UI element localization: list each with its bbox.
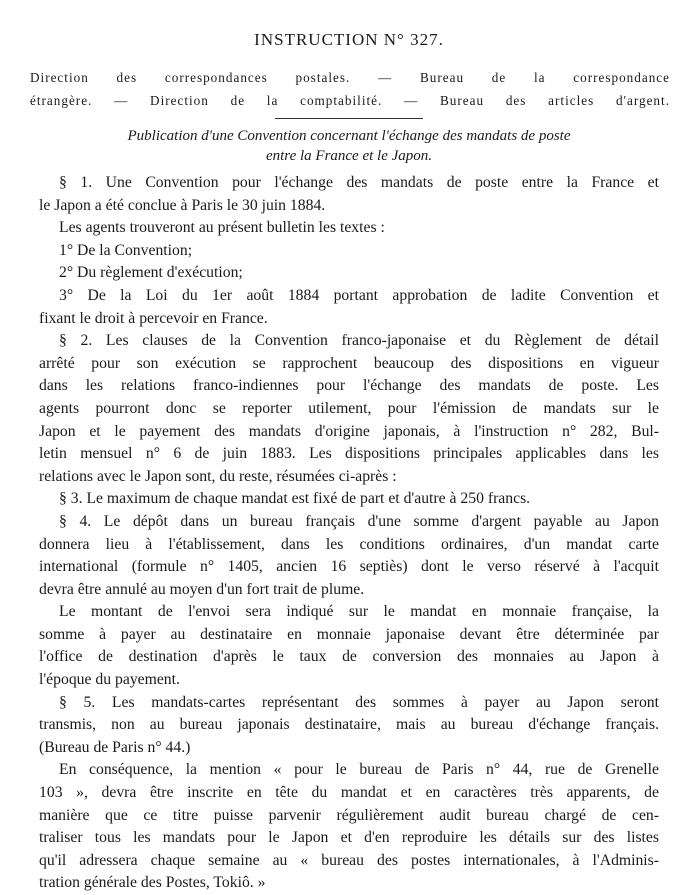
- text-line: § 4. Le dépôt dans un bureau français d'une somme d'argent payable au Japon: [59, 512, 659, 530]
- text-line: Japon et le payement des mandats d'origine japonais, à l'instruction n° 282, Bul-: [39, 422, 659, 440]
- text-line: (Bureau de Paris n° 44.): [39, 738, 191, 756]
- text-line: 3° De la Loi du 1er août 1884 portant approbation de ladite Convention et: [59, 286, 659, 304]
- header-line-2: étrangère. — Direction de la comptabilité. — Bureau des articles d'argent.: [30, 93, 670, 108]
- subtitle-line-1: Publication d'une Convention concernant l'échange des mandats de poste: [127, 128, 571, 144]
- text-line: l'époque du payement.: [39, 671, 180, 689]
- text-line: dans les relations franco-indiennes pour l'échange des mandats de poste. Les: [39, 377, 659, 395]
- text-line: devra être annulé au moyen d'un fort trait de plume.: [39, 580, 365, 598]
- body-text: [39, 172, 659, 895]
- separator-rule: [275, 118, 423, 119]
- text-line: qu'il adressera chaque semaine au « bureau des postes internationales, à l'Adminis-: [39, 851, 659, 869]
- instruction-title: INSTRUCTION N° 327.: [254, 30, 444, 49]
- text-line: letin mensuel n° 6 de juin 1883. Les dispositions principales applicables dans les: [39, 445, 659, 463]
- text-line: l'office de destination d'après le taux de conversion des monnaies au Japon à: [39, 648, 659, 666]
- text-line: le Japon a été conclue à Paris le 30 juin 1884.: [39, 196, 326, 214]
- text-line: agents pourront donc se reporter utilement, pour l'émission de mandats sur le: [39, 399, 659, 417]
- text-line: 2° Du règlement d'exécution;: [59, 264, 243, 282]
- text-line: relations avec le Japon sont, du reste, résumées ci-après :: [39, 467, 397, 485]
- text-line: § 2. Les clauses de la Convention franco-japonaise et du Règlement de détail: [59, 332, 659, 350]
- text-line: traliser tous les mandats pour le Japon et d'en reproduire les détails sur des listes: [39, 829, 659, 847]
- text-line: En conséquence, la mention « pour le bureau de Paris n° 44, rue de Grenelle: [59, 761, 659, 779]
- text-line: § 1. Une Convention pour l'échange des mandats de poste entre la France et: [59, 174, 659, 191]
- text-line: transmis, non au bureau japonais destinataire, mais au bureau d'échange français.: [39, 716, 659, 734]
- text-line: fixant le droit à percevoir en France.: [39, 309, 268, 327]
- header-line-1: Direction des correspondances postales. — Bureau de la correspondance: [30, 70, 670, 85]
- text-line: Les agents trouveront au présent bulletin les textes :: [59, 219, 385, 237]
- text-line: somme à payer au destinataire en monnaie japonaise devant être déterminée par: [39, 625, 659, 643]
- text-line: tration générale des Postes, Tokiô. »: [39, 874, 266, 892]
- text-line: 103 », devra être inscrite en tête du mandat et en caractères très apparents, de: [39, 784, 659, 802]
- text-line: 1° De la Convention;: [59, 241, 193, 259]
- text-line: arrêté pour son exécution se rapprochent beaucoup des dispositions en vigueur: [39, 354, 659, 372]
- text-line: donnera lieu à l'établissement, dans les conditions ordinaires, d'un mandat carte: [39, 535, 659, 553]
- text-line: manière que ce titre puisse parvenir régulièrement audit bureau chargé de cen-: [39, 806, 659, 824]
- text-line: international (formule n° 1405, ancien 16 septiès) dont le verso réservé à l'acquit: [39, 558, 659, 576]
- text-line: § 3. Le maximum de chaque mandat est fixé de part et d'autre à 250 francs.: [59, 490, 531, 508]
- text-line: § 5. Les mandats-cartes représentant des sommes à payer au Japon seront: [59, 693, 659, 711]
- subtitle-line-2: entre la France et le Japon.: [265, 148, 433, 164]
- text-line: Le montant de l'envoi sera indiqué sur le mandat en monnaie française, la: [59, 603, 659, 621]
